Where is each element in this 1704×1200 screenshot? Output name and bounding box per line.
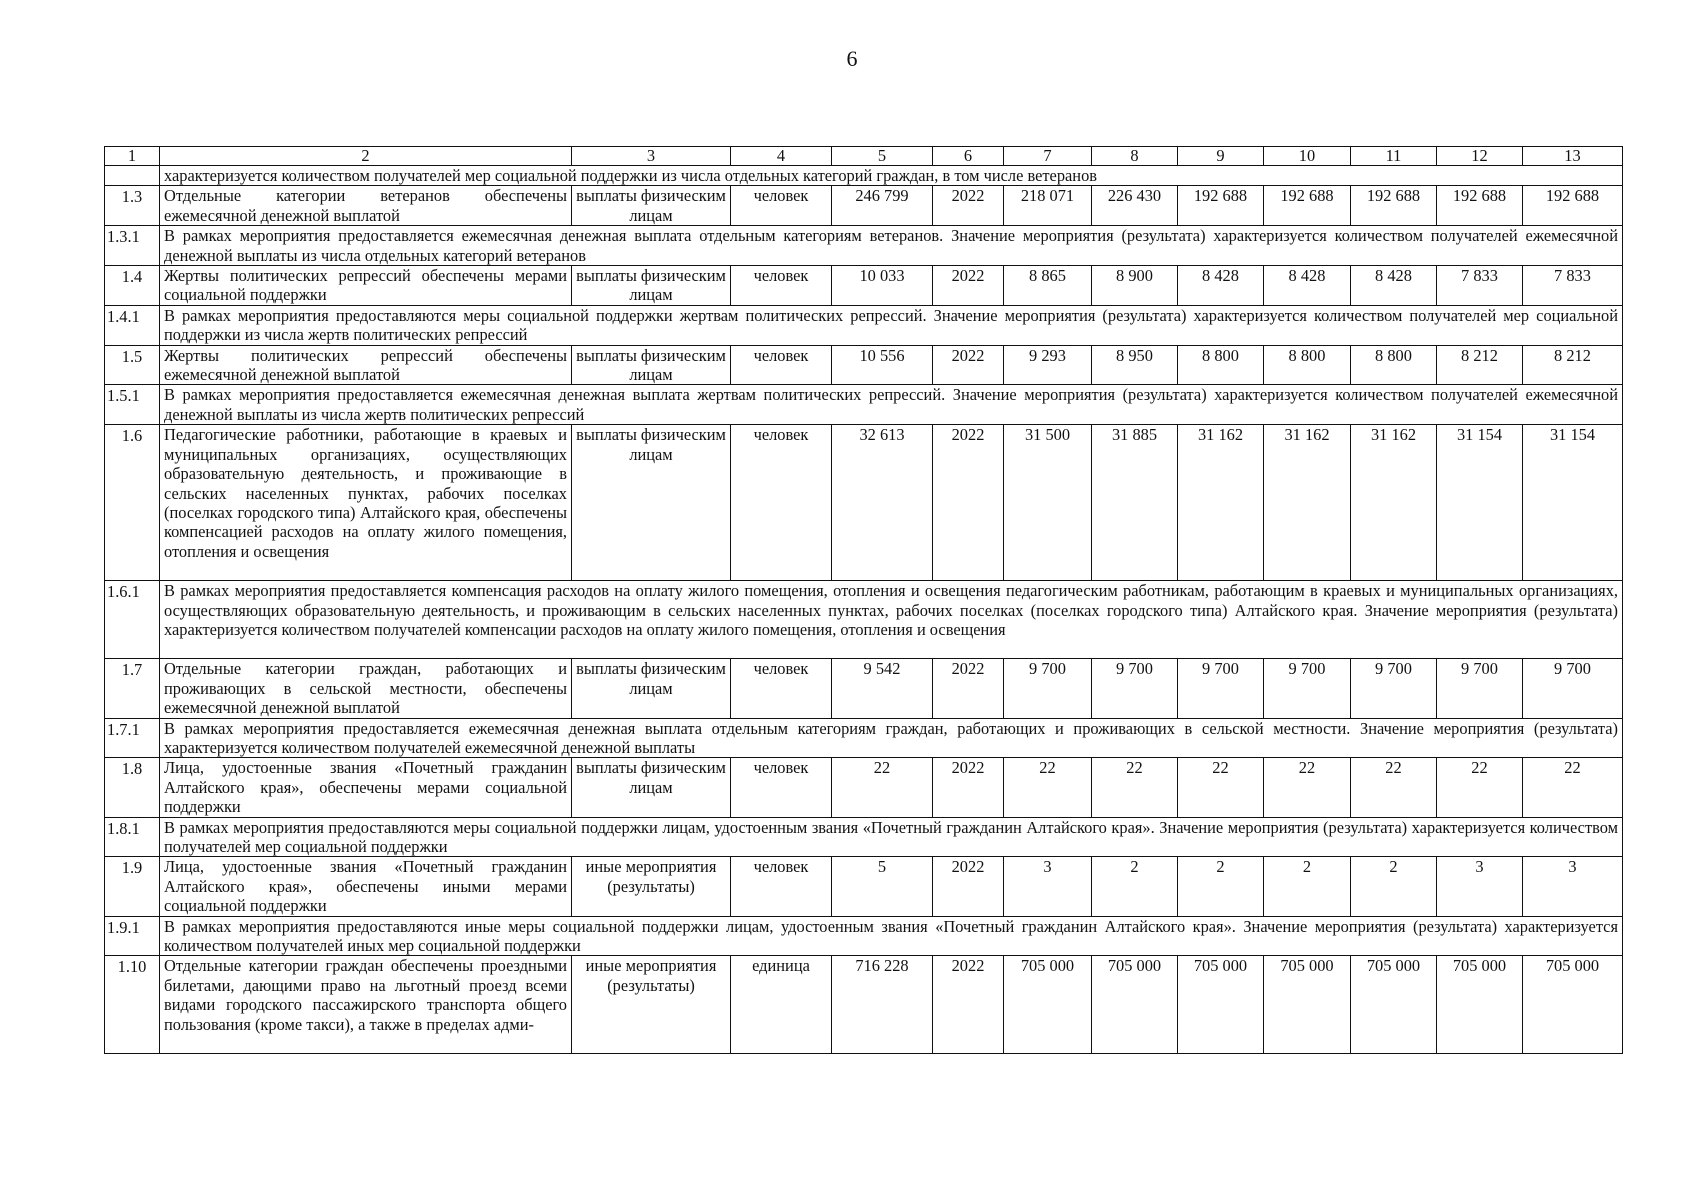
- table-row: [105, 659, 1623, 718]
- description-number: 1.4.1: [105, 305, 160, 345]
- description-text: В рамках мероприятия предоставляются меры социальной поддержки лицам, удостоенным звания «Почетный гражданин Алтайского края». Значение мероприятия (результата) характеризуется количеством получателей мер социальной поддержки: [160, 817, 1623, 857]
- row-value-v7: 9 293: [1004, 345, 1092, 385]
- row-value-v9: 8 428: [1178, 266, 1264, 306]
- header-col-3: 3: [572, 147, 731, 166]
- row-value-v11: 705 000: [1351, 956, 1437, 1054]
- row-kind: иные мероприятия (результаты): [572, 857, 731, 916]
- header-col-6: 6: [933, 147, 1004, 166]
- description-number: 1.9.1: [105, 916, 160, 956]
- row-value-v13: 7 833: [1523, 266, 1623, 306]
- row-value-v8: 8 900: [1092, 266, 1178, 306]
- row-value-base: 9 542: [832, 659, 933, 718]
- row-value-v12: 192 688: [1437, 186, 1523, 226]
- row-value-v9: 22: [1178, 758, 1264, 817]
- row-value-v9: 705 000: [1178, 956, 1264, 1054]
- row-value-v13: 3: [1523, 857, 1623, 916]
- row-value-v8: 8 950: [1092, 345, 1178, 385]
- row-value-v7: 9 700: [1004, 659, 1092, 718]
- table-row: [105, 425, 1623, 581]
- row-unit: единица: [731, 956, 832, 1054]
- row-value-year: 2022: [933, 758, 1004, 817]
- row-value-v9: 192 688: [1178, 186, 1264, 226]
- row-value-v12: 3: [1437, 857, 1523, 916]
- row-value-base: 32 613: [832, 425, 933, 581]
- table-body: [105, 147, 1623, 1054]
- description-text: В рамках мероприятия предоставляются меры социальной поддержки жертвам политических репрессий. Значение мероприятия (результата) характеризуется количеством получателей мер социальной поддержки из числа жертв политических репрессий: [160, 305, 1623, 345]
- row-value-v12: 8 212: [1437, 345, 1523, 385]
- header-col-8: 8: [1092, 147, 1178, 166]
- row-value-base: 10 033: [832, 266, 933, 306]
- header-col-2: 2: [160, 147, 572, 166]
- row-value-v12: 9 700: [1437, 659, 1523, 718]
- row-value-base: 246 799: [832, 186, 933, 226]
- row-value-v9: 31 162: [1178, 425, 1264, 581]
- row-value-v11: 9 700: [1351, 659, 1437, 718]
- row-value-year: 2022: [933, 425, 1004, 581]
- row-value-v10: 705 000: [1264, 956, 1351, 1054]
- description-row: [105, 226, 1623, 266]
- row-unit: человек: [731, 758, 832, 817]
- row-value-v13: 192 688: [1523, 186, 1623, 226]
- description-text: В рамках мероприятия предоставляется ежемесячная денежная выплата жертвам политических репрессий. Значение мероприятия (результата) характеризуется количеством получателей ежемесячной денежной выплаты из числа жертв политических репрессий: [160, 385, 1623, 425]
- row-number: 1.9: [105, 857, 160, 916]
- description-row: [105, 817, 1623, 857]
- row-value-v7: 8 865: [1004, 266, 1092, 306]
- row-value-v12: 31 154: [1437, 425, 1523, 581]
- description-text: В рамках мероприятия предоставляются иные меры социальной поддержки лицам, удостоенным звания «Почетный гражданин Алтайского края». Значение мероприятия (результата) характеризуется количеством получателей иных мер социальной поддержки: [160, 916, 1623, 956]
- row-value-v10: 8 428: [1264, 266, 1351, 306]
- header-col-4: 4: [731, 147, 832, 166]
- row-number: 1.4: [105, 266, 160, 306]
- row-value-base: 5: [832, 857, 933, 916]
- row-value-year: 2022: [933, 266, 1004, 306]
- row-name: Лица, удостоенные звания «Почетный гражданин Алтайского края», обеспечены иными мерами социальной поддержки: [160, 857, 572, 916]
- row-value-v12: 705 000: [1437, 956, 1523, 1054]
- row-value-year: 2022: [933, 186, 1004, 226]
- header-col-12: 12: [1437, 147, 1523, 166]
- description-row: [105, 385, 1623, 425]
- table-row: [105, 758, 1623, 817]
- row-value-v8: 9 700: [1092, 659, 1178, 718]
- row-kind: выплаты физическим лицам: [572, 425, 731, 581]
- header-col-11: 11: [1351, 147, 1437, 166]
- indicators-table-wrapper: [104, 146, 1618, 1054]
- description-number: 1.6.1: [105, 581, 160, 659]
- row-unit: человек: [731, 857, 832, 916]
- table-row: [105, 956, 1623, 1054]
- row-value-v11: 22: [1351, 758, 1437, 817]
- row-unit: человек: [731, 659, 832, 718]
- row-value-v8: 705 000: [1092, 956, 1178, 1054]
- table-row: [105, 857, 1623, 916]
- row-value-v12: 22: [1437, 758, 1523, 817]
- description-number: 1.3.1: [105, 226, 160, 266]
- description-text: В рамках мероприятия предоставляется ежемесячная денежная выплата отдельным категориям ветеранов. Значение мероприятия (результата) характеризуется количеством получателей ежемесячной денежной выплаты из числа отдельных категорий ветеранов: [160, 226, 1623, 266]
- row-name: Педагогические работники, работающие в краевых и муниципальных организациях, осуществляющих образовательную деятельность, и проживающие в сельских населенных пунктах, рабочих поселках (поселках городского типа) Алтайского края, обеспечены компенсацией расходов на оплату жилого помещения, отопления и освещения: [160, 425, 572, 581]
- indicators-table: [104, 146, 1623, 1054]
- row-kind: выплаты физическим лицам: [572, 659, 731, 718]
- description-row: [105, 718, 1623, 758]
- row-kind: выплаты физическим лицам: [572, 345, 731, 385]
- row-value-v8: 31 885: [1092, 425, 1178, 581]
- row-value-v13: 8 212: [1523, 345, 1623, 385]
- row-name: Лица, удостоенные звания «Почетный гражданин Алтайского края», обеспечены мерами социальной поддержки: [160, 758, 572, 817]
- row-name: Жертвы политических репрессий обеспечены мерами социальной поддержки: [160, 266, 572, 306]
- continuation-row: [105, 166, 1623, 186]
- header-col-9: 9: [1178, 147, 1264, 166]
- row-value-v10: 8 800: [1264, 345, 1351, 385]
- row-value-v10: 2: [1264, 857, 1351, 916]
- row-value-v8: 2: [1092, 857, 1178, 916]
- row-unit: человек: [731, 266, 832, 306]
- row-value-v13: 705 000: [1523, 956, 1623, 1054]
- row-value-v11: 8 800: [1351, 345, 1437, 385]
- row-value-v12: 7 833: [1437, 266, 1523, 306]
- header-col-5: 5: [832, 147, 933, 166]
- row-value-v8: 22: [1092, 758, 1178, 817]
- row-name: Отдельные категории ветеранов обеспечены ежемесячной денежной выплатой: [160, 186, 572, 226]
- continuation-num-cell: [105, 166, 160, 186]
- row-unit: человек: [731, 425, 832, 581]
- row-value-v9: 8 800: [1178, 345, 1264, 385]
- row-value-v7: 31 500: [1004, 425, 1092, 581]
- row-kind: иные мероприятия (результаты): [572, 956, 731, 1054]
- description-number: 1.5.1: [105, 385, 160, 425]
- description-number: 1.7.1: [105, 718, 160, 758]
- row-kind: выплаты физическим лицам: [572, 266, 731, 306]
- row-kind: выплаты физическим лицам: [572, 186, 731, 226]
- row-value-year: 2022: [933, 345, 1004, 385]
- page-number: 6: [846, 46, 858, 71]
- description-number: 1.8.1: [105, 817, 160, 857]
- row-value-v8: 226 430: [1092, 186, 1178, 226]
- description-text: В рамках мероприятия предоставляется компенсация расходов на оплату жилого помещения, отопления и освещения педагогическим работникам, работающим в краевых и муниципальных организациях, осуществляющих образовательную деятельность, и проживающим в сельских населенных пунктах, рабочих поселках (поселках городского типа) Алтайского края. Значение мероприятия (результата) характеризуется количеством получателей компенсации расходов на оплату жилого помещения, отопления и освещения: [160, 581, 1623, 659]
- row-value-v10: 22: [1264, 758, 1351, 817]
- row-value-v9: 2: [1178, 857, 1264, 916]
- row-name: Жертвы политических репрессий обеспечены ежемесячной денежной выплатой: [160, 345, 572, 385]
- description-row: [105, 916, 1623, 956]
- row-name: Отдельные категории граждан, работающих и проживающих в сельской местности, обеспечены ежемесячной денежной выплатой: [160, 659, 572, 718]
- row-name: Отдельные категории граждан обеспечены проездными билетами, дающими право на льготный проезд всеми видами городского пассажирского транспорта общего пользования (кроме такси), а также в пределах адми-: [160, 956, 572, 1054]
- row-value-year: 2022: [933, 857, 1004, 916]
- row-value-v13: 22: [1523, 758, 1623, 817]
- description-row: [105, 305, 1623, 345]
- row-value-v13: 31 154: [1523, 425, 1623, 581]
- row-number: 1.8: [105, 758, 160, 817]
- description-text: В рамках мероприятия предоставляется ежемесячная денежная выплата отдельным категориям граждан, работающих и проживающих в сельской местности. Значение мероприятия (результата) характеризуется количеством получателей ежемесячной денежной выплаты: [160, 718, 1623, 758]
- row-value-v11: 8 428: [1351, 266, 1437, 306]
- row-number: 1.10: [105, 956, 160, 1054]
- row-unit: человек: [731, 186, 832, 226]
- header-row: [105, 147, 1623, 166]
- row-value-base: 22: [832, 758, 933, 817]
- row-value-base: 10 556: [832, 345, 933, 385]
- row-value-year: 2022: [933, 956, 1004, 1054]
- row-value-v11: 192 688: [1351, 186, 1437, 226]
- row-value-v10: 192 688: [1264, 186, 1351, 226]
- row-value-v10: 9 700: [1264, 659, 1351, 718]
- header-col-1: 1: [105, 147, 160, 166]
- description-row: [105, 581, 1623, 659]
- table-row: [105, 266, 1623, 306]
- header-col-13: 13: [1523, 147, 1623, 166]
- row-value-v7: 705 000: [1004, 956, 1092, 1054]
- row-value-v10: 31 162: [1264, 425, 1351, 581]
- row-number: 1.7: [105, 659, 160, 718]
- row-number: 1.5: [105, 345, 160, 385]
- table-row: [105, 345, 1623, 385]
- header-col-7: 7: [1004, 147, 1092, 166]
- row-number: 1.3: [105, 186, 160, 226]
- row-value-v9: 9 700: [1178, 659, 1264, 718]
- row-unit: человек: [731, 345, 832, 385]
- row-value-year: 2022: [933, 659, 1004, 718]
- row-value-v13: 9 700: [1523, 659, 1623, 718]
- row-value-v7: 3: [1004, 857, 1092, 916]
- table-row: [105, 186, 1623, 226]
- row-value-v7: 218 071: [1004, 186, 1092, 226]
- row-value-base: 716 228: [832, 956, 933, 1054]
- header-col-10: 10: [1264, 147, 1351, 166]
- row-value-v11: 2: [1351, 857, 1437, 916]
- row-value-v11: 31 162: [1351, 425, 1437, 581]
- row-kind: выплаты физическим лицам: [572, 758, 731, 817]
- row-number: 1.6: [105, 425, 160, 581]
- continuation-text: характеризуется количеством получателей мер социальной поддержки из числа отдельных категорий граждан, в том числе ветеранов: [160, 166, 1623, 186]
- row-value-v7: 22: [1004, 758, 1092, 817]
